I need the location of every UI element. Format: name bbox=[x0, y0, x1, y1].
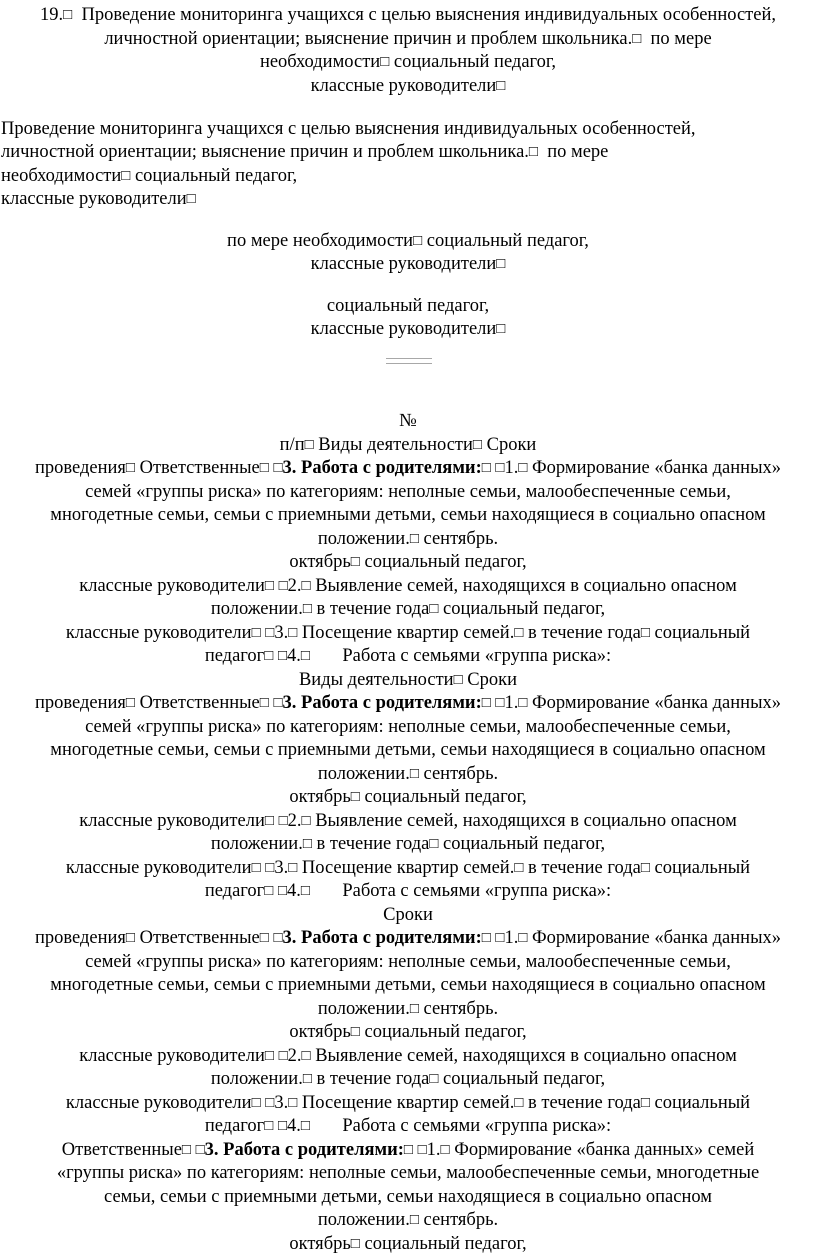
missing-glyph-icon: □ bbox=[302, 601, 312, 617]
missing-glyph-icon: □ bbox=[264, 578, 274, 594]
text-run: положении. bbox=[317, 999, 410, 1019]
text-line bbox=[0, 622, 816, 646]
text-run: сентябрь. bbox=[418, 1210, 499, 1230]
text-run: 2. bbox=[287, 1046, 302, 1066]
text-line bbox=[0, 318, 816, 342]
missing-glyph-icon: □ bbox=[640, 1095, 650, 1111]
text-run: «группы риска» по категориям: неполные семьи, малообеспеченные семьи, многодетные bbox=[56, 1163, 760, 1183]
text-line bbox=[0, 551, 816, 575]
missing-glyph-icon: □ bbox=[518, 930, 528, 946]
missing-glyph-icon: □ bbox=[472, 437, 482, 453]
text-line bbox=[0, 1162, 816, 1186]
text-line bbox=[0, 974, 816, 998]
text-run: Ответственные bbox=[134, 928, 260, 948]
text-line bbox=[0, 1209, 816, 1233]
text-run: классные руководители bbox=[1, 189, 187, 209]
missing-glyph-icon: □ bbox=[350, 554, 360, 570]
text-line bbox=[0, 141, 816, 165]
missing-glyph-icon: □ bbox=[481, 695, 491, 711]
missing-glyph-icon: □ bbox=[429, 836, 439, 852]
text-run: Работа с семьями «группа риска»: bbox=[309, 1116, 612, 1136]
text-run: социальный педагог, bbox=[438, 1069, 606, 1089]
text-run: многодетные семьи, семьи с приемными детьми, семьи находящиеся в социально опасном bbox=[50, 975, 766, 995]
text-run: в течение года bbox=[523, 1093, 641, 1113]
missing-glyph-icon: □ bbox=[496, 256, 506, 272]
missing-glyph-icon: □ bbox=[265, 860, 275, 876]
text-line bbox=[0, 481, 816, 505]
text-run: семьи, семьи с приемными детьми, семьи находящиеся в социально опасном bbox=[104, 1187, 712, 1207]
text-run: положении. bbox=[317, 529, 410, 549]
missing-glyph-icon: □ bbox=[302, 836, 312, 852]
text-run: 1. bbox=[426, 1140, 441, 1160]
text-run: Формирование «банка данных» bbox=[527, 928, 782, 948]
missing-glyph-icon: □ bbox=[288, 860, 298, 876]
missing-glyph-icon: □ bbox=[300, 883, 310, 899]
missing-glyph-icon: □ bbox=[409, 766, 419, 782]
text-run: социальный педагог, bbox=[326, 296, 490, 316]
text-run: в течение года bbox=[311, 834, 430, 854]
missing-glyph-icon: □ bbox=[429, 601, 439, 617]
text-run: положении. bbox=[317, 1210, 410, 1230]
text-line bbox=[0, 504, 816, 528]
missing-glyph-icon: □ bbox=[514, 625, 524, 641]
text-run: положении. bbox=[317, 764, 410, 784]
text-run: социальный педагог, bbox=[438, 599, 606, 619]
text-run: семей «группы риска» по категориям: неполные семьи, малообеспеченные семьи, bbox=[85, 952, 731, 972]
missing-glyph-icon: □ bbox=[251, 625, 261, 641]
missing-glyph-icon: □ bbox=[186, 191, 196, 207]
missing-glyph-icon: □ bbox=[429, 1071, 439, 1087]
missing-glyph-icon: □ bbox=[417, 1142, 427, 1158]
text-run: личностной ориентации; выяснение причин и проблем школьника. bbox=[104, 29, 633, 49]
missing-glyph-icon: □ bbox=[259, 930, 269, 946]
text-line bbox=[0, 75, 816, 99]
text-run: социальный педагог, bbox=[359, 1022, 527, 1042]
missing-glyph-icon: □ bbox=[350, 1236, 360, 1252]
text-line bbox=[0, 28, 816, 52]
missing-glyph-icon: □ bbox=[277, 648, 288, 664]
text-run: № bbox=[399, 411, 417, 431]
text-run: социальный bbox=[649, 1093, 751, 1113]
text-run: педагог bbox=[204, 881, 265, 901]
section-heading: 3. Работа с родителями: bbox=[282, 458, 482, 478]
missing-glyph-icon: □ bbox=[273, 695, 283, 711]
missing-glyph-icon: □ bbox=[409, 1212, 419, 1228]
text-run: 3. bbox=[274, 1093, 289, 1113]
missing-glyph-icon: □ bbox=[403, 1142, 413, 1158]
text-run: семей «группы риска» по категориям: неполные семьи, малообеспеченные семьи, bbox=[85, 717, 731, 737]
text-run: в течение года bbox=[311, 1069, 430, 1089]
text-line bbox=[0, 904, 816, 928]
text-line bbox=[0, 716, 816, 740]
missing-glyph-icon: □ bbox=[514, 860, 524, 876]
text-run: социальный педагог, bbox=[422, 231, 589, 251]
missing-glyph-icon: □ bbox=[481, 460, 491, 476]
missing-glyph-icon: □ bbox=[259, 695, 269, 711]
text-line bbox=[0, 810, 816, 834]
missing-glyph-icon: □ bbox=[195, 1142, 205, 1158]
text-run: педагог bbox=[204, 1116, 265, 1136]
missing-glyph-icon: □ bbox=[518, 460, 528, 476]
text-run: Посещение квартир семей. bbox=[297, 623, 515, 643]
text-run: положении. bbox=[210, 1069, 303, 1089]
text-line bbox=[0, 4, 816, 28]
missing-glyph-icon: □ bbox=[273, 460, 283, 476]
text-run: 4. bbox=[287, 1116, 301, 1136]
missing-glyph-icon: □ bbox=[632, 31, 642, 47]
text-run: Выявление семей, находящихся в социально опасном bbox=[310, 1046, 737, 1066]
text-run: проведения bbox=[34, 458, 126, 478]
text-run: социальный педагог, bbox=[438, 834, 606, 854]
text-line bbox=[0, 739, 816, 763]
text-run: в течение года bbox=[523, 858, 641, 878]
text-run: классные руководители bbox=[310, 254, 497, 274]
text-line bbox=[0, 457, 816, 481]
text-run: по мере bbox=[641, 29, 712, 49]
text-line bbox=[0, 253, 816, 277]
text-run: проведения bbox=[34, 928, 126, 948]
text-run: социальный педагог, bbox=[389, 52, 557, 72]
text-run: проведения bbox=[34, 693, 126, 713]
text-run: октябрь bbox=[289, 1234, 351, 1254]
text-run: Формирование «банка данных» bbox=[527, 693, 782, 713]
text-run: 3. bbox=[274, 858, 289, 878]
text-line bbox=[0, 1045, 816, 1069]
text-run: Ответственные bbox=[61, 1140, 182, 1160]
text-run: Сроки bbox=[481, 435, 537, 455]
text-run: 1. bbox=[504, 693, 519, 713]
text-run: 4. bbox=[287, 646, 301, 666]
missing-glyph-icon: □ bbox=[278, 813, 288, 829]
text-run: классные руководители bbox=[79, 811, 265, 831]
missing-glyph-icon: □ bbox=[304, 437, 314, 453]
separator-rule bbox=[386, 358, 432, 364]
text-line bbox=[0, 1115, 816, 1139]
text-line bbox=[0, 763, 816, 787]
text-run: Работа с семьями «группа риска»: bbox=[309, 881, 612, 901]
missing-glyph-icon: □ bbox=[264, 1048, 274, 1064]
text-line bbox=[0, 692, 816, 716]
text-run: Посещение квартир семей. bbox=[297, 1093, 515, 1113]
missing-glyph-icon: □ bbox=[265, 1095, 275, 1111]
text-line bbox=[0, 669, 816, 693]
text-line bbox=[0, 118, 816, 142]
text-run: сентябрь. bbox=[418, 999, 499, 1019]
text-run: Виды деятельности bbox=[298, 670, 454, 690]
text-line bbox=[0, 998, 816, 1022]
text-run: социальный bbox=[649, 858, 751, 878]
text-line bbox=[0, 1139, 816, 1163]
text-line bbox=[0, 1021, 816, 1045]
section-heading: 3. Работа с родителями: bbox=[282, 693, 482, 713]
text-line bbox=[0, 1068, 816, 1092]
missing-glyph-icon: □ bbox=[481, 930, 491, 946]
missing-glyph-icon: □ bbox=[277, 1118, 288, 1134]
text-line bbox=[0, 410, 816, 434]
text-run: Ответственные bbox=[134, 458, 260, 478]
text-run: педагог bbox=[204, 646, 265, 666]
missing-glyph-icon: □ bbox=[288, 625, 298, 641]
text-line bbox=[0, 575, 816, 599]
text-run: социальный bbox=[649, 623, 751, 643]
text-line bbox=[0, 951, 816, 975]
text-run: классные руководители bbox=[79, 1046, 265, 1066]
missing-glyph-icon: □ bbox=[380, 54, 390, 70]
text-run: 4. bbox=[287, 881, 301, 901]
text-run: по мере необходимости bbox=[227, 231, 414, 251]
missing-glyph-icon: □ bbox=[302, 1071, 312, 1087]
text-line bbox=[0, 833, 816, 857]
missing-glyph-icon: □ bbox=[125, 930, 135, 946]
text-run: социальный педагог, bbox=[130, 166, 298, 186]
missing-glyph-icon: □ bbox=[350, 1024, 360, 1040]
text-run: октябрь bbox=[289, 1022, 351, 1042]
text-line bbox=[0, 786, 816, 810]
text-run: Формирование «банка данных» семей bbox=[449, 1140, 755, 1160]
missing-glyph-icon: □ bbox=[413, 233, 423, 249]
text-run: Ответственные bbox=[134, 693, 260, 713]
text-line bbox=[0, 1233, 816, 1257]
text-run: классные руководители bbox=[310, 76, 497, 96]
missing-glyph-icon: □ bbox=[259, 460, 269, 476]
text-run: п/п bbox=[279, 435, 305, 455]
text-run: Выявление семей, находящихся в социально опасном bbox=[310, 811, 737, 831]
text-line bbox=[0, 51, 816, 75]
text-line bbox=[0, 295, 816, 319]
text-line bbox=[0, 434, 816, 458]
missing-glyph-icon: □ bbox=[640, 860, 650, 876]
text-run: 2. bbox=[287, 576, 302, 596]
text-run: Выявление семей, находящихся в социально опасном bbox=[310, 576, 737, 596]
missing-glyph-icon: □ bbox=[181, 1142, 191, 1158]
missing-glyph-icon: □ bbox=[264, 813, 274, 829]
missing-glyph-icon: □ bbox=[265, 625, 275, 641]
missing-glyph-icon: □ bbox=[518, 695, 528, 711]
missing-glyph-icon: □ bbox=[528, 144, 538, 160]
text-run: в течение года bbox=[523, 623, 641, 643]
text-run: Сроки bbox=[462, 670, 518, 690]
text-line bbox=[0, 598, 816, 622]
missing-glyph-icon: □ bbox=[63, 7, 73, 23]
missing-glyph-icon: □ bbox=[301, 578, 311, 594]
text-run: сентябрь. bbox=[418, 764, 499, 784]
text-run: положении. bbox=[210, 599, 303, 619]
text-run: Работа с семьями «группа риска»: bbox=[309, 646, 612, 666]
text-line bbox=[0, 528, 816, 552]
text-run: 3. bbox=[274, 623, 289, 643]
text-run: 1. bbox=[504, 928, 519, 948]
text-line bbox=[0, 188, 816, 212]
section-heading: 3. Работа с родителями: bbox=[282, 928, 482, 948]
text-line bbox=[0, 1186, 816, 1210]
text-line bbox=[0, 880, 816, 904]
missing-glyph-icon: □ bbox=[125, 460, 135, 476]
text-run: Формирование «банка данных» bbox=[527, 458, 782, 478]
missing-glyph-icon: □ bbox=[264, 883, 274, 899]
text-run: необходимости bbox=[259, 52, 381, 72]
missing-glyph-icon: □ bbox=[300, 648, 310, 664]
text-run: 1. bbox=[504, 458, 519, 478]
text-run: сентябрь. bbox=[418, 529, 499, 549]
text-run: многодетные семьи, семьи с приемными детьми, семьи находящиеся в социально опасном bbox=[50, 505, 766, 525]
missing-glyph-icon: □ bbox=[264, 1118, 274, 1134]
missing-glyph-icon: □ bbox=[288, 1095, 298, 1111]
text-run: семей «группы риска» по категориям: неполные семьи, малообеспеченные семьи, bbox=[85, 482, 731, 502]
text-run: Виды деятельности bbox=[313, 435, 473, 455]
text-run: 2. bbox=[287, 811, 302, 831]
text-line bbox=[0, 165, 816, 189]
text-run: Посещение квартир семей. bbox=[297, 858, 515, 878]
missing-glyph-icon: □ bbox=[496, 321, 506, 337]
section-heading: 3. Работа с родителями: bbox=[204, 1140, 404, 1160]
text-run: по мере bbox=[537, 142, 609, 162]
text-line bbox=[0, 1092, 816, 1116]
missing-glyph-icon: □ bbox=[278, 1048, 288, 1064]
missing-glyph-icon: □ bbox=[495, 695, 505, 711]
text-run: необходимости bbox=[1, 166, 122, 186]
text-run: 19. bbox=[40, 5, 64, 25]
missing-glyph-icon: □ bbox=[251, 1095, 261, 1111]
missing-glyph-icon: □ bbox=[495, 460, 505, 476]
missing-glyph-icon: □ bbox=[125, 695, 135, 711]
missing-glyph-icon: □ bbox=[278, 578, 288, 594]
text-run: многодетные семьи, семьи с приемными детьми, семьи находящиеся в социально опасном bbox=[50, 740, 766, 760]
text-run: октябрь bbox=[289, 552, 351, 572]
missing-glyph-icon: □ bbox=[264, 648, 274, 664]
missing-glyph-icon: □ bbox=[640, 625, 650, 641]
missing-glyph-icon: □ bbox=[350, 789, 360, 805]
missing-glyph-icon: □ bbox=[277, 883, 288, 899]
text-line bbox=[0, 857, 816, 881]
text-run: классные руководители bbox=[65, 1093, 252, 1113]
missing-glyph-icon: □ bbox=[301, 813, 311, 829]
missing-glyph-icon: □ bbox=[495, 930, 505, 946]
text-run: классные руководители bbox=[79, 576, 265, 596]
text-run: личностной ориентации; выяснение причин и проблем школьника. bbox=[1, 142, 529, 162]
text-run: социальный педагог, bbox=[359, 552, 527, 572]
text-run: классные руководители bbox=[65, 623, 252, 643]
text-run: положении. bbox=[210, 834, 303, 854]
missing-glyph-icon: □ bbox=[301, 1048, 311, 1064]
text-run: классные руководители bbox=[310, 319, 497, 339]
text-run: социальный педагог, bbox=[359, 1234, 527, 1254]
missing-glyph-icon: □ bbox=[496, 78, 506, 94]
missing-glyph-icon: □ bbox=[273, 930, 283, 946]
text-run: социальный педагог, bbox=[359, 787, 527, 807]
text-run: классные руководители bbox=[65, 858, 252, 878]
text-line bbox=[0, 927, 816, 951]
missing-glyph-icon: □ bbox=[409, 531, 419, 547]
text-line bbox=[0, 645, 816, 669]
missing-glyph-icon: □ bbox=[453, 672, 463, 688]
missing-glyph-icon: □ bbox=[514, 1095, 524, 1111]
missing-glyph-icon: □ bbox=[121, 168, 131, 184]
text-run: Проведение мониторинга учащихся с целью выяснения индивидуальных особенностей, bbox=[72, 5, 776, 25]
missing-glyph-icon: □ bbox=[251, 860, 261, 876]
missing-glyph-icon: □ bbox=[440, 1142, 450, 1158]
missing-glyph-icon: □ bbox=[300, 1118, 310, 1134]
text-run: Проведение мониторинга учащихся с целью выяснения индивидуальных особенностей, bbox=[1, 119, 696, 139]
text-run: октябрь bbox=[289, 787, 351, 807]
text-line bbox=[0, 230, 816, 254]
missing-glyph-icon: □ bbox=[409, 1001, 419, 1017]
text-run: в течение года bbox=[311, 599, 430, 619]
text-run: Сроки bbox=[383, 905, 433, 925]
